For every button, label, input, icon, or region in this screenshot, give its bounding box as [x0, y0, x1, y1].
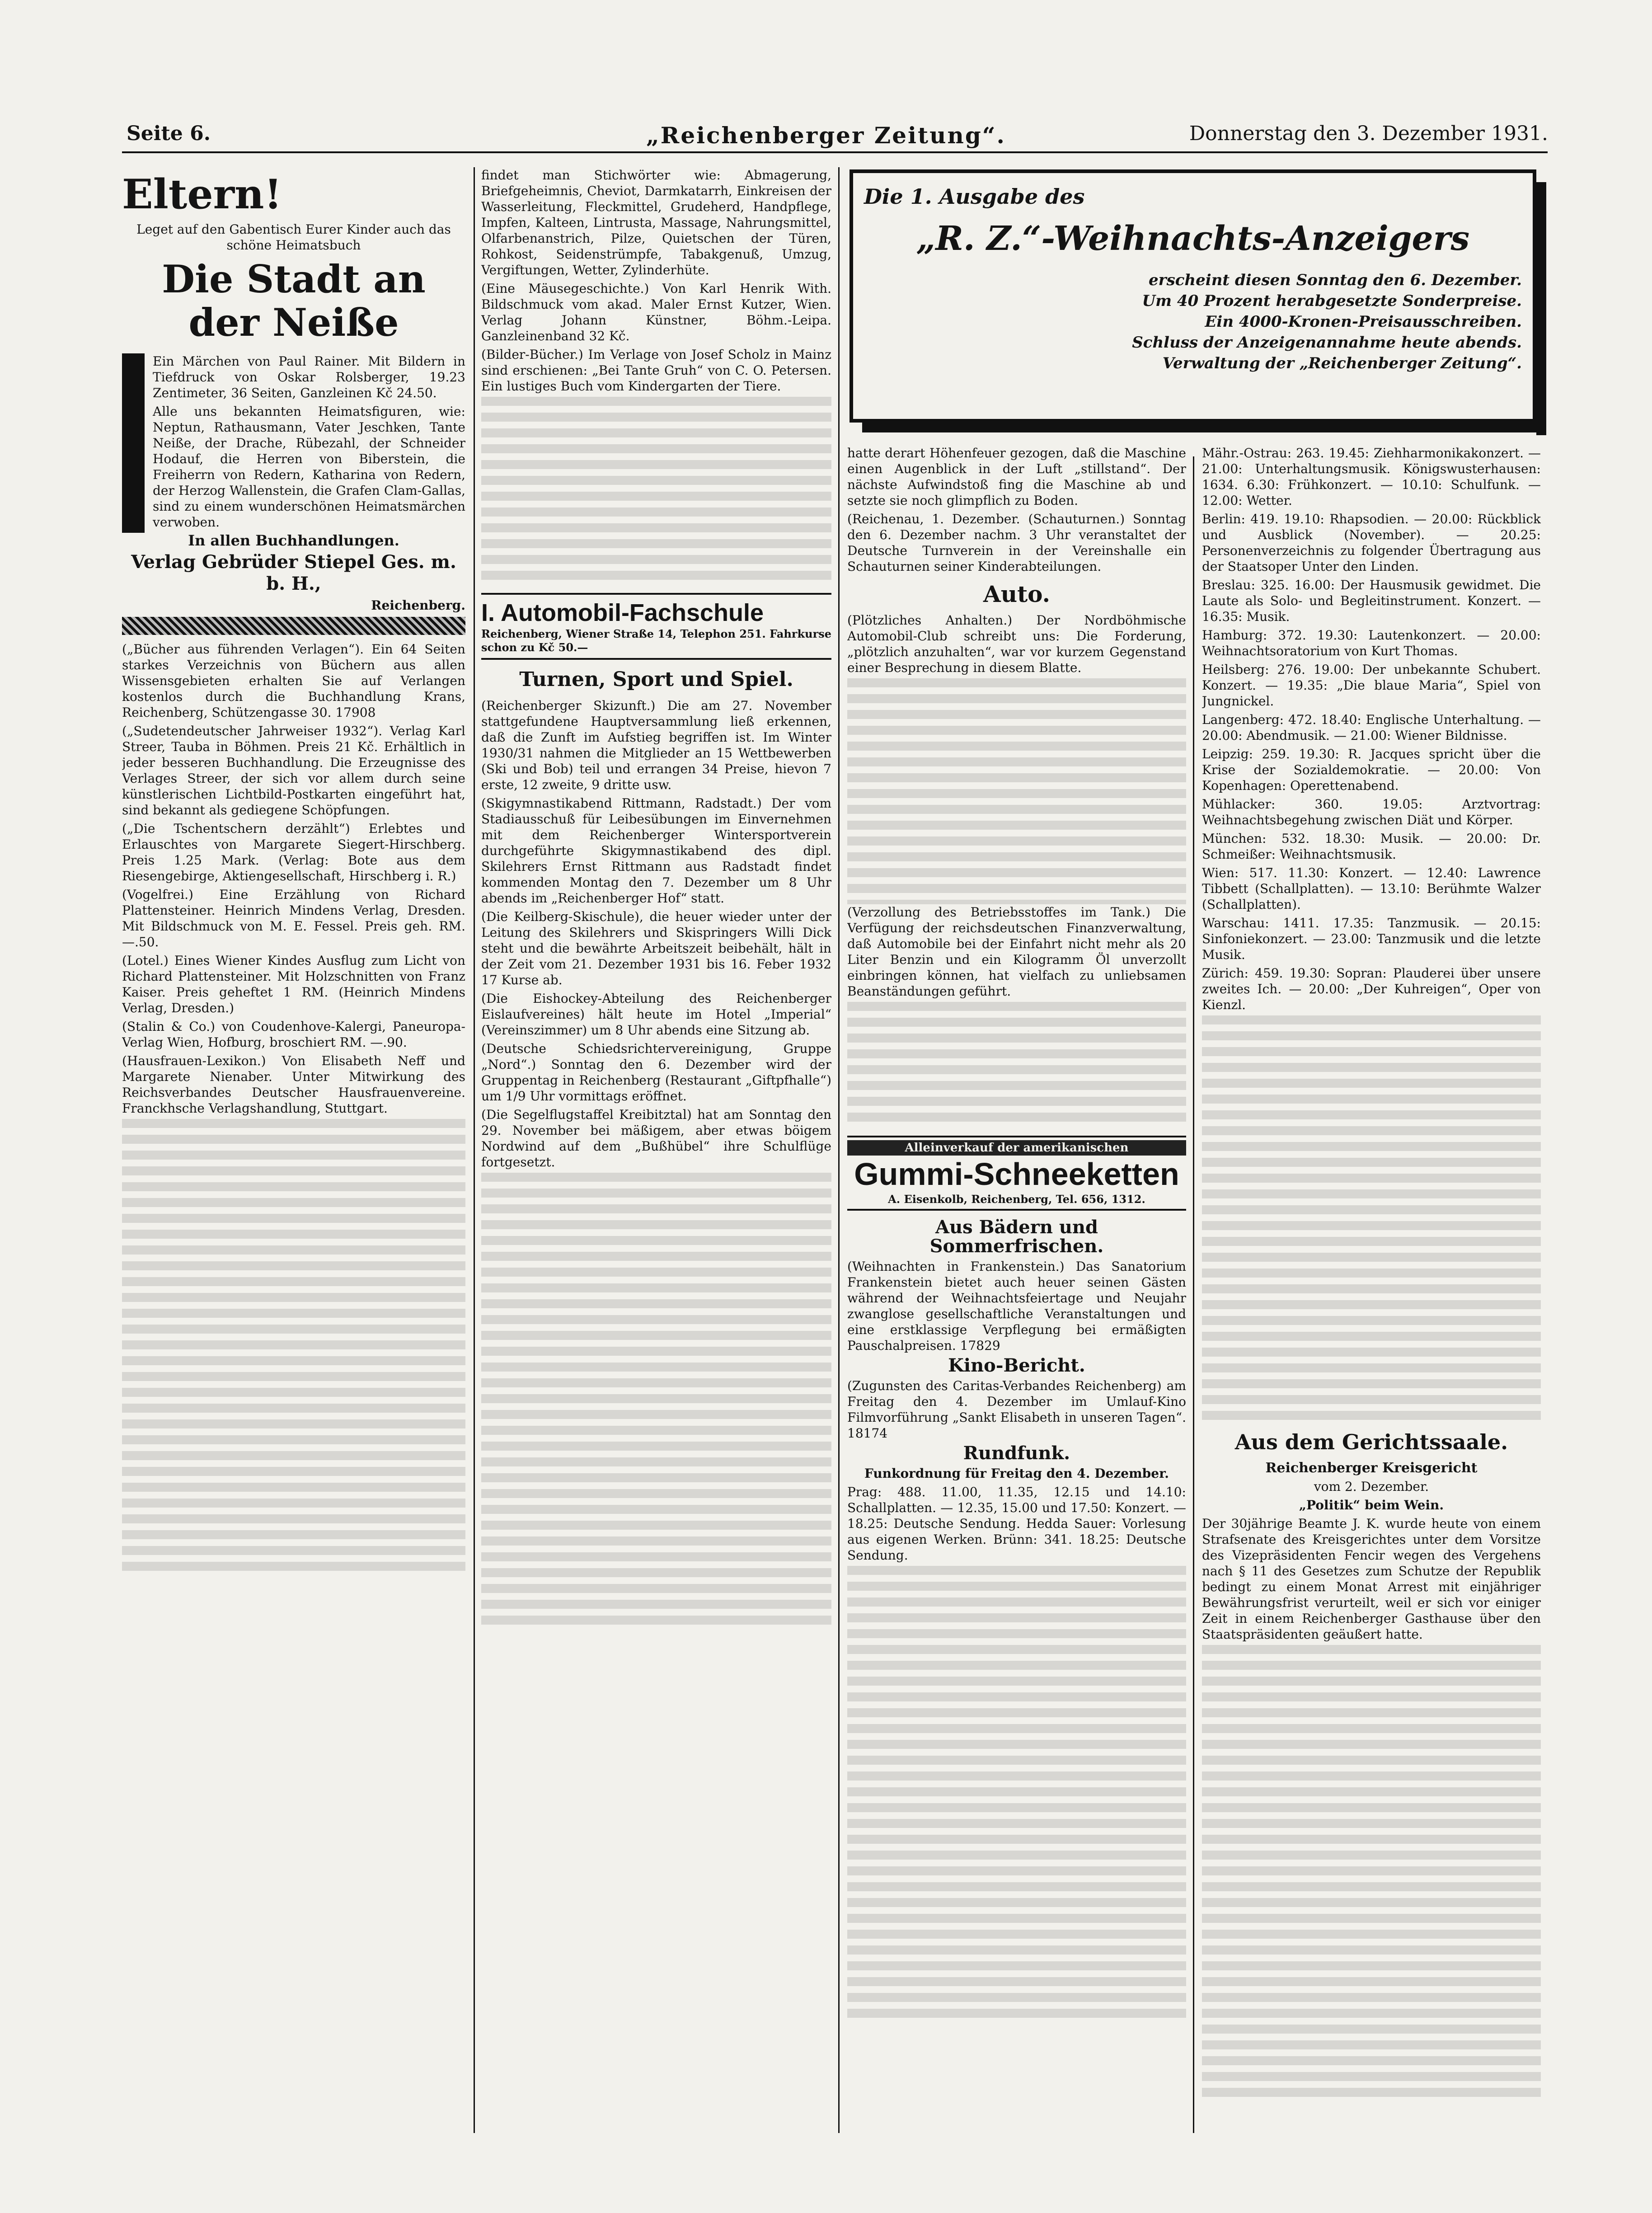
ad-line: Schluss der Anzeigenannahme heute abends.: [1132, 334, 1522, 352]
ad-availability: In allen Buchhandlungen.: [188, 532, 399, 549]
court-date: vom 2. Dezember.: [1314, 1479, 1429, 1494]
column-divider: [838, 167, 840, 2133]
article-paragraph: (Skigymnastikabend Rittmann, Radstadt.) Der vom Stadiausschuß für Leibesübungen im Einvernehmen mit dem Reichenberger Wintersportverein durchgeführte Skigymnastikabend des dipl. Skilehrers Ernst Rittmann aus Radstadt findet kommenden Montag den 7. Dezember um 8 Uhr abends im „Reichenberger Hof“ statt.: [481, 796, 831, 906]
radio-listing: Hamburg: 372. 19.30: Lautenkonzert. — 20.00: Weihnachtsoratorium von Kurt Thomas.: [1202, 628, 1541, 658]
column-divider: [1193, 456, 1194, 2133]
article-paragraph: findet man Stichwörter wie: Abmagerung, Briefgeheimnis, Cheviot, Darmkatarrh, Einkreisen der Wasserleitung, Fleckmittel, Grudeherd, Handpflege, Impfen, Kalteen, Lintrusta, Massage, Nahrungsmittel, Olfarbenanstrich, Pilze, Quietschen der Türen, Rohkost, Seidenstrümpfe, Tabakgenuß, Umzug, Vergiftungen, Wetter, Zylinderhüte.: [481, 168, 831, 277]
column-4: [1202, 445, 1541, 2133]
radio-listing: Leipzig: 259. 19.30: R. Jacques spricht über die Krise der Sozialdemokratie. — 20.00: Von Kopenhagen: Operettenabend.: [1202, 747, 1541, 793]
snow-chains-kicker: Alleinverkauf der amerikanischen: [847, 1140, 1186, 1156]
section-title-court: Aus dem Gerichtssaale.: [1234, 1430, 1508, 1454]
ad-line: Ein 4000-Kronen-Preisausschreiben.: [1205, 313, 1522, 331]
court-name: Reichenberger Kreisgericht: [1265, 1460, 1478, 1476]
column-3: [847, 445, 1186, 2133]
radio-subtitle: Funkordnung für Freitag den 4. Dezember.: [864, 1466, 1169, 1481]
article-paragraph: Der 30jährige Beamte J. K. wurde heute von einem Strafsenate des Kreisgerichtes unter dem Vorsitze des Vizepräsidenten Fencir wegen des Vergehens nach § 11 des Gesetzes zum Schutze der Republik bedingt zu einem Monat Arrest mit einjähriger Bewährungsfrist verurteilt, weil er sich vor einiger Zeit in einem Reichenberger Gasthause über den Staatspräsidenten geäußert hatte.: [1202, 1516, 1541, 1642]
article-paragraph: („Die Tschentschern derzählt“) Erlebtes und Erlauschtes von Margarete Siegert-Hirschberg. Preis 1.25 Mark. (Verlag: Bote aus dem Riesengebirge, Aktiengesellschaft, Hirschberg i. R.): [122, 821, 465, 883]
ad-publisher: Verlag Gebrüder Stiepel Ges. m. b. H.,: [131, 551, 456, 594]
driving-school-title: I. Automobil-Fachschule: [481, 599, 764, 626]
ad-headline: Eltern!: [122, 170, 282, 218]
article-paragraph: („Bücher aus führenden Verlagen“). Ein 64 Seiten starkes Verzeichnis von Büchern aus allen Wissensgebieten erhalten Sie auf Verlangen kostenlos durch die Buchhandlung Krans, Reichenberg, Schützengasse 30. 17908: [122, 642, 465, 720]
text-continuation: [481, 1173, 831, 1625]
article-paragraph: (Bilder-Bücher.) Im Verlage von Josef Scholz in Mainz sind erschienen: „Bei Tante Gruh“ von C. O. Petersen. Ein lustiges Buch vom Kindergarten der Tiere.: [481, 347, 831, 394]
ad-main-title: „R. Z.“-Weihnachts-Anzeigers: [916, 219, 1470, 258]
radio-listing: Zürich: 459. 19.30: Sopran: Plauderei über unsere zweites Ich. — 20.00: „Der Kuhreigen“, Oper von Kienzl.: [1202, 966, 1541, 1012]
article-paragraph: (Lotel.) Eines Wiener Kindes Ausflug zum Licht von Richard Plattensteiner. Mit Holzschnitten von Franz Kaiser. Preis geheftet 1 RM. (Heinrich Mindens Verlag, Dresden.): [122, 953, 465, 1015]
article-paragraph: (Vogelfrei.) Eine Erzählung von Richard Plattensteiner. Heinrich Mindens Verlag, Dresden. Mit Bildschmuck von M. E. Fessel. Preis geh. RM. —.50.: [122, 887, 465, 949]
radio-listing: Breslau: 325. 16.00: Der Hausmusik gewidmet. Die Laute als Solo- und Begleitinstrument. Konzert. — 16.35: Musik.: [1202, 578, 1541, 624]
article-paragraph: Prag: 488. 11.00, 11.35, 12.15 und 14.10: Schallplatten. — 12.35, 15.00 und 17.50: Konzert. — 18.25: Deutsche Sendung. Hedda Sauer: Vorlesung aus eigenen Werken. Brünn: 341. 18.25: Deutsche Sendung.: [847, 1485, 1186, 1563]
section-title-radio: Rundfunk.: [963, 1442, 1070, 1464]
newspaper-title: „Reichenberger Zeitung“.: [646, 122, 1006, 149]
article-paragraph: (Plötzliches Anhalten.) Der Nordböhmische Automobil-Club schreibt uns: Die Forderung, „plötzlich anzuhalten“, war vor kurzem Gegenstand einer Besprechung in diesem Blatte.: [847, 613, 1186, 675]
ad-intro: Leget auf den Gabentisch Eurer Kinder auch das schöne Heimatsbuch: [136, 222, 451, 253]
column-2: [481, 167, 831, 2133]
ad-kicker: Die 1. Ausgabe des: [864, 184, 1085, 209]
radio-listing: München: 532. 18.30: Musik. — 20.00: Dr. Schmeißer: Weihnachtsmusik.: [1202, 831, 1541, 862]
ad-line: Um 40 Prozent herabgesetzte Sonderpreise.: [1142, 292, 1522, 310]
article-paragraph: hatte derart Höhenfeuer gezogen, daß die Maschine einen Augenblick in der Luft „stillstand“. Der nächste Aufwindstoß fing die Maschine ab und setzte sie noch glimpflich zu Boden.: [847, 446, 1186, 508]
article-paragraph: (Eine Mäusegeschichte.) Von Karl Henrik With. Bildschmuck vom akad. Maler Ernst Kutzer, Wien. Verlag Johann Künstner, Böhm.-Leipa. Ganzleinenband 32 Kč.: [481, 281, 831, 343]
section-title-sport: Turnen, Sport und Spiel.: [519, 668, 793, 691]
radio-listing: Wien: 517. 11.30: Konzert. — 12.40: Lawrence Tibbett (Schallplatten). — 13.10: Berühmte Walzer (Schallplatten).: [1202, 865, 1541, 912]
article-paragraph: (Stalin & Co.) von Coudenhove-Kalergi, Paneuropa-Verlag Wien, Hofburg, broschiert RM. —.90.: [122, 1019, 465, 1050]
section-title-auto: Auto.: [983, 581, 1051, 607]
article-paragraph: (Die Keilberg-Skischule), die heuer wieder unter der Leitung des Skilehrers und Skispringers Willi Dick steht und die bewährte Arbeitszeit beibehält, hält in der Zeit vom 21. Dezember 1931 bis 16. Feber 1932 17 Kurse ab.: [481, 909, 831, 987]
article-paragraph: (Verzollung des Betriebsstoffes im Tank.) Die Verfügung der reichsdeutschen Finanzverwaltung, daß Automobile bei der Einfahrt nicht mehr als 20 Liter Benzin und ein Kilogramm Öl unverzollt einbringen können, hat vielfach zu unliebsamen Beanständungen geführt.: [847, 905, 1186, 999]
court-case-title: „Politik“ beim Wein.: [1299, 1498, 1444, 1513]
christmas-ad: [849, 169, 1536, 423]
section-title-baths: Aus Bädern und Sommerfrischen.: [929, 1217, 1104, 1257]
page-number: Seite 6.: [127, 122, 211, 145]
ad-line: erscheint diesen Sonntag den 6. Dezember.: [1149, 271, 1522, 289]
driving-school-ad: [481, 593, 831, 660]
text-continuation: [847, 1002, 1186, 1128]
column-1: [122, 167, 465, 2133]
ad-shadow: [862, 423, 1546, 432]
snow-chains-title: Gummi-Schneeketten: [854, 1156, 1179, 1192]
ad-body: [122, 353, 465, 533]
ad-rule: [122, 617, 465, 635]
article-paragraph: („Sudetendeutscher Jahrweiser 1932“). Verlag Karl Streer, Tauba in Böhmen. Preis 21 Kč. Erhältlich in jeder besseren Buchhandlung. Die Erzeugnisse des Verlages Streer, der sich vor allem durch seine künstlerischen Lichtbild-Postkarten eingeführt hat, sind bekannt als gediegene Schöpfungen.: [122, 724, 465, 818]
ad-shadow: [1536, 182, 1546, 435]
driving-school-address: Reichenberg, Wiener Straße 14, Telephon 251. Fahrkurse schon zu Kč 50.—: [481, 627, 831, 654]
article-paragraph: (Reichenberger Skizunft.) Die am 27. November stattgefundene Hauptversammlung ließ erkennen, daß die Zunft im Aufstieg begriffen ist. Im Winter 1930/31 nahmen die Mitglieder an 15 Wettbewerben (Ski und Bob) teil und errangen 34 Preise, hievon 7 erste, 12 zweite, 9 dritte usw.: [481, 698, 831, 792]
text-continuation: [122, 1119, 465, 1571]
radio-listing: Mühlacker: 360. 19.05: Arztvortrag: Weihnachtsbegehung zwischen Diät und Körper.: [1202, 797, 1541, 827]
snow-chains-ad: [847, 1136, 1186, 1211]
text-continuation: [847, 678, 1186, 904]
text-continuation: [847, 1566, 1186, 2018]
ad-city: Reichenberg.: [371, 598, 465, 613]
ad-line: Verwaltung der „Reichenberger Zeitung“.: [1162, 354, 1522, 372]
article-paragraph: (Die Segelflugstaffel Kreibitztal) hat am Sonntag den 29. November bei mäßigem, aber etwas böigem Nordwind auf dem „Bußhübel“ ihre Schulflüge fortgesetzt.: [481, 1107, 831, 1170]
ad-description: Ein Märchen von Paul Rainer. Mit Bildern in Tiefdruck von Oskar Rolsberger, 19.23 Zentimeter, 36 Seiten, Ganzleinen Kč 24.50.: [153, 354, 465, 400]
ad-description-2: Alle uns bekannten Heimatsfiguren, wie: Neptun, Rathausmann, Vater Jeschken, Tante Neiße, der Drache, Rübezahl, der Schneider Hodauf, die Herren von Biberstein, die Freiherrn von Redern, Katharina von Redern, der Herzog Wallenstein, die Grafen Clam-Gallas, sind zu einem wunderschönen Heimatsmärchen verwoben.: [153, 404, 465, 530]
text-continuation: [1202, 1015, 1541, 1422]
radio-listing: Mähr.-Ostrau: 263. 19.45: Ziehharmonikakonzert. — 21.00: Unterhaltungsmusik. Königswusterhausen: 1634. 6.30: Frühkonzert. — 10.10: Schulfunk. — 12.00: Wetter.: [1202, 446, 1541, 508]
article-paragraph: (Deutsche Schiedsrichtervereinigung, Gruppe „Nord“.) Sonntag den 6. Dezember wird der Gruppentag in Reichenberg (Restaurant „Giftpfhalle“) um 1/9 Uhr vormittags eröffnet.: [481, 1041, 831, 1104]
column-divider: [474, 167, 475, 2133]
radio-listing: Berlin: 419. 19.10: Rhapsodien. — 20.00: Rückblick und Ausblick (November). — 20.25: Personenverzeichnis zu folgender Übertragung aus der Staatsoper Unter den Linden.: [1202, 512, 1541, 574]
article-paragraph: (Zugunsten des Caritas-Verbandes Reichenberg) am Freitag den 4. Dezember im Umlauf-Kino Filmvorführung „Sankt Elisabeth in unseren Tagen“. 18174: [847, 1378, 1186, 1441]
radio-listing: Heilsberg: 276. 19.00: Der unbekannte Schubert. Konzert. — 19.35: „Die blaue Maria“, Spiel von Jungnickel.: [1202, 662, 1541, 709]
radio-listing: Warschau: 1411. 17.35: Tanzmusik. — 20.15: Sinfoniekonzert. — 23.00: Tanzmusik und die letzte Musik.: [1202, 916, 1541, 962]
text-continuation: [481, 397, 831, 587]
radio-listing: Langenberg: 472. 18.40: Englische Unterhaltung. — 20.00: Abendmusik. — 21.00: Wiener Bildnisse.: [1202, 712, 1541, 743]
article-paragraph: (Weihnachten in Frankenstein.) Das Sanatorium Frankenstein bietet auch heuer seinen Gästen während der Weihnachtsfeiertage und Neujahr zwanglose gesellschaftliche Veranstaltungen und eine erstklassige Verpflegung bei ermäßigten Pauschalpreisen. 17829: [847, 1259, 1186, 1353]
article-paragraph: (Die Eishockey-Abteilung des Reichenberger Eislaufvereines) hält heute im Hotel „Imperial“ (Vereinszimmer) um 8 Uhr abends eine Sitzung ab.: [481, 991, 831, 1038]
text-continuation: [1202, 1645, 1541, 2097]
snow-chains-address: A. Eisenkolb, Reichenberg, Tel. 656, 1312.: [888, 1193, 1145, 1206]
article-paragraph: (Reichenau, 1. Dezember. (Schauturnen.) Sonntag den 6. Dezember nachm. 3 Uhr veranstaltet der Deutsche Turnverein in der Vereinshalle ein Schauturnen seiner Kinderabteilungen.: [847, 512, 1186, 574]
article-paragraph: (Hausfrauen-Lexikon.) Von Elisabeth Neff und Margarete Nienaber. Unter Mitwirkung des Reichsverbandes Deutscher Hausfrauenvereine. Franckhsche Verlagshandlung, Stuttgart.: [122, 1053, 465, 1116]
issue-date: Donnerstag den 3. Dezember 1931.: [1189, 122, 1548, 145]
section-title-cinema: Kino-Bericht.: [948, 1355, 1085, 1376]
masthead-rule: [122, 151, 1548, 153]
ad-book-title: Die Stadt an der Neiße: [162, 257, 426, 345]
ad-black-bar: [122, 353, 145, 533]
